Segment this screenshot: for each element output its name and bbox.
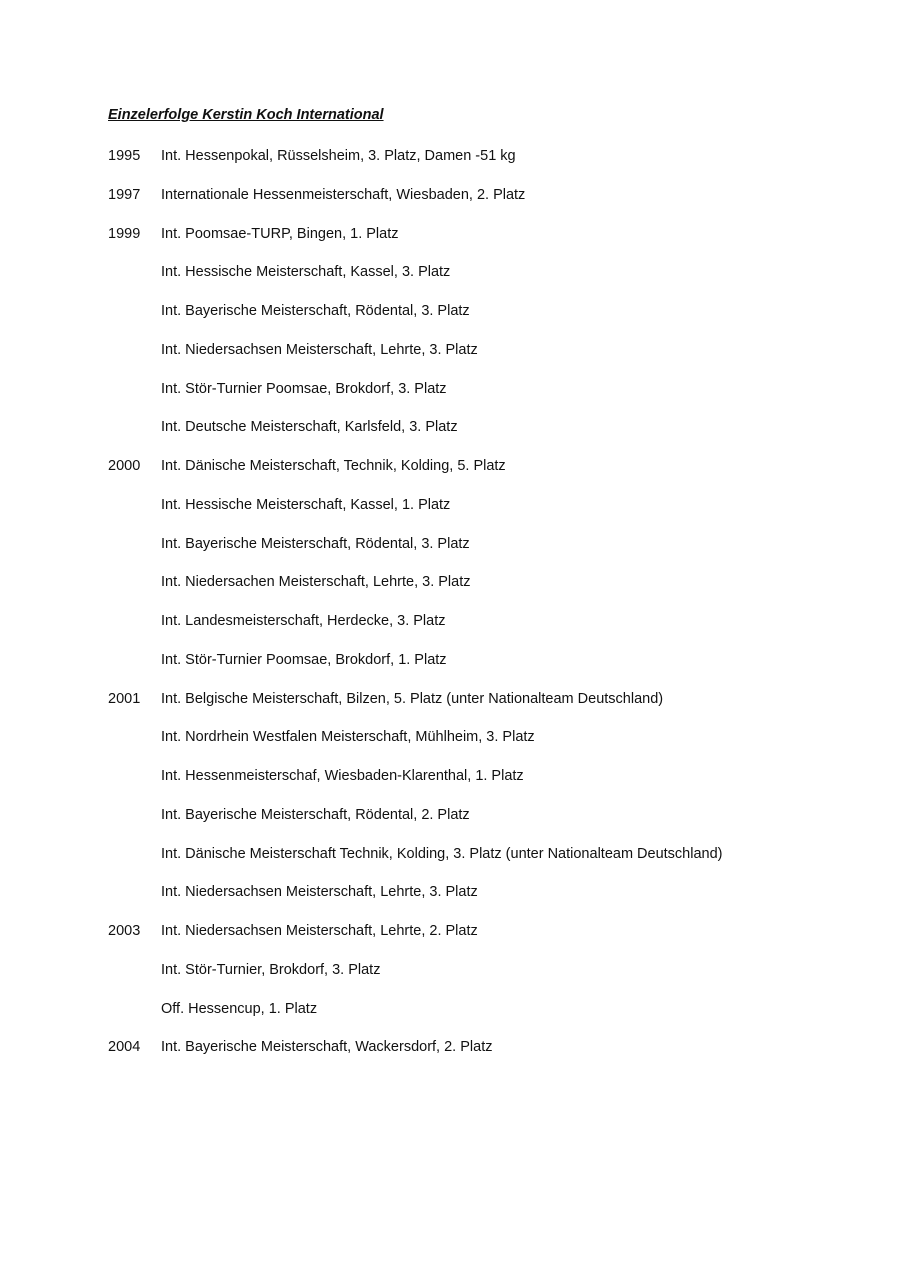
entry-text: Int. Niedersachsen Meisterschaft, Lehrte, 3. Platz — [161, 341, 478, 358]
list-item — [108, 844, 888, 883]
entry-text: Int. Bayerische Meisterschaft, Rödental, 3. Platz — [161, 535, 470, 552]
entry-year: 2000 — [108, 458, 141, 474]
list-item — [108, 960, 888, 999]
entry-year: 2004 — [108, 1039, 141, 1056]
list-item — [108, 495, 888, 534]
list-item — [108, 611, 888, 650]
list-item — [108, 572, 888, 611]
entry-text: Int. Dänische Meisterschaft, Technik, Kolding, 5. Platz — [161, 458, 506, 474]
list-item — [108, 689, 888, 728]
list-item — [108, 146, 888, 185]
entry-year: 1999 — [108, 225, 141, 242]
entry-text: Int. Hessische Meisterschaft, Kassel, 1. Platz — [161, 496, 451, 513]
list-item — [108, 456, 888, 495]
list-item — [108, 534, 888, 573]
list-item — [108, 379, 888, 418]
entry-text: Int. Hessische Meisterschaft, Kassel, 3. Platz — [161, 264, 451, 281]
document-title: Einzelerfolge Kerstin Koch International — [108, 107, 384, 123]
list-item — [108, 301, 888, 340]
entry-text: Int. Bayerische Meisterschaft, Rödental, 2. Platz — [161, 806, 470, 823]
entry-text: Int. Stör-Turnier Poomsae, Brokdorf, 1. Platz — [161, 651, 447, 668]
list-item — [108, 417, 888, 456]
list-item — [108, 650, 888, 689]
list-item — [108, 999, 888, 1038]
entry-text: Int. Stör-Turnier Poomsae, Brokdorf, 3. Platz — [161, 380, 447, 397]
list-item — [108, 185, 888, 224]
list-item — [108, 921, 888, 960]
list-item — [108, 224, 888, 263]
entry-text: Int. Niedersachen Meisterschaft, Lehrte, 3. Platz — [161, 574, 471, 591]
entry-year: 2003 — [108, 923, 141, 939]
list-item — [108, 882, 888, 921]
list-item — [108, 727, 888, 766]
entry-text: Int. Bayerische Meisterschaft, Wackersdorf, 2. Platz — [161, 1039, 493, 1056]
list-item — [108, 262, 888, 301]
entry-text: Int. Nordrhein Westfalen Meisterschaft, Mühlheim, 3. Platz — [161, 729, 535, 746]
entry-text: Int. Hessenpokal, Rüsselsheim, 3. Platz, Damen -51 kg — [161, 148, 516, 164]
results-list — [108, 146, 888, 1076]
entry-text: Int. Niedersachsen Meisterschaft, Lehrte, 3. Platz — [161, 884, 478, 901]
entry-text: Int. Hessenmeisterschaf, Wiesbaden-Klarenthal, 1. Platz — [161, 768, 524, 784]
entry-text: Internationale Hessenmeisterschaft, Wiesbaden, 2. Platz — [161, 186, 526, 203]
entry-year: 1995 — [108, 148, 141, 164]
entry-year: 1997 — [108, 186, 141, 203]
entry-text: Int. Stör-Turnier, Brokdorf, 3. Platz — [161, 961, 381, 978]
entry-text: Int. Landesmeisterschaft, Herdecke, 3. Platz — [161, 613, 446, 629]
list-item — [108, 1037, 888, 1076]
entry-text: Int. Belgische Meisterschaft, Bilzen, 5. Platz (unter Nationalteam Deutschland) — [161, 690, 664, 707]
list-item — [108, 766, 888, 805]
list-item — [108, 340, 888, 379]
entry-text: Int. Bayerische Meisterschaft, Rödental, 3. Platz — [161, 303, 470, 319]
entry-text: Int. Poomsae-TURP, Bingen, 1. Platz — [161, 225, 399, 242]
entry-text: Int. Dänische Meisterschaft Technik, Kolding, 3. Platz (unter Nationalteam Deutschland) — [161, 845, 723, 862]
entry-text: Off. Hessencup, 1. Platz — [161, 1000, 318, 1017]
list-item — [108, 805, 888, 844]
entry-text: Int. Deutsche Meisterschaft, Karlsfeld, 3. Platz — [161, 419, 458, 436]
entry-text: Int. Niedersachsen Meisterschaft, Lehrte, 2. Platz — [161, 923, 478, 939]
entry-year: 2001 — [108, 690, 141, 707]
